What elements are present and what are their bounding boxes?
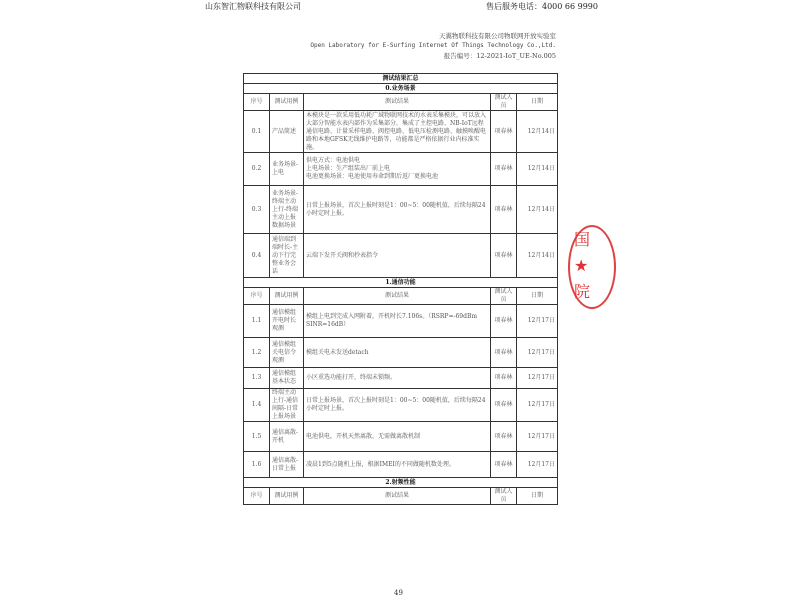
row-number: 0.4	[244, 234, 270, 278]
tester: 项春林	[491, 368, 517, 389]
company-name: 山东智汇物联科技有限公司	[205, 2, 301, 11]
test-result: 云端下发开关阀和抄表指令	[304, 234, 491, 278]
report-number: 报告编号：12-2021-IoT_UE-No.005	[443, 52, 556, 60]
column-header-seq: 序号	[244, 94, 270, 111]
column-header-person: 测试人员	[491, 488, 517, 505]
table-title: 测试结果汇总	[244, 74, 558, 84]
table-row	[244, 422, 558, 452]
page-number: 49	[394, 589, 403, 597]
test-result: 日常上报场景，首次上报时刻是1：00~5：00随机值，后续每隔24小时定时上报。	[304, 389, 491, 422]
test-result: 凌晨1到5点随机上报，根据IMEI的不同做随机数处理。	[304, 452, 491, 478]
table-row	[244, 368, 558, 389]
tester: 项春林	[491, 186, 517, 234]
tester: 项春林	[491, 452, 517, 478]
column-header-row	[244, 488, 558, 505]
lab-header	[310, 31, 556, 61]
row-number: 1.5	[244, 422, 270, 452]
test-date: 12月14日	[517, 234, 558, 278]
test-date: 12月17日	[517, 338, 558, 368]
test-result: 模组关电未发送detach	[304, 338, 491, 368]
test-date: 12月14日	[517, 153, 558, 186]
column-header-person: 测试人员	[491, 94, 517, 111]
column-header-case: 测试用例	[270, 488, 304, 505]
column-header-result: 测试结果	[304, 94, 491, 111]
lab-name-en: Open Laboratory for E-Surfing Internet Of Things Technology Co.,Ltd.	[310, 42, 556, 49]
column-header-case: 测试用例	[270, 288, 304, 305]
test-case: 业务场景-上电	[270, 153, 304, 186]
test-case: 产品简述	[270, 111, 304, 153]
table-row	[244, 305, 558, 338]
tester: 项春林	[491, 305, 517, 338]
test-result: 供电方式：电池供电 上电场景：生产组装出厂前上电 电池更换场景：电池使用寿命到期后返厂更换电池	[304, 153, 491, 186]
test-date: 12月17日	[517, 452, 558, 478]
test-result: 本模块是一款采用低功耗广域物联网技术的水表采集模块，可以放入大部分智能水表内部作为采集部分，集成了主控电路、NB-IoT远程通信电路、计量采样电路、阀控电路、低电压检测电路、触摸唤醒电路和本地GFSK无线维护电路等，功能都是严格依据行业内标准实施。	[304, 111, 491, 153]
row-number: 0.1	[244, 111, 270, 153]
test-case: 终端主动上行-通信间隔-日常上报场景	[270, 389, 304, 422]
test-date: 12月17日	[517, 368, 558, 389]
test-date: 12月17日	[517, 422, 558, 452]
section-row	[244, 478, 558, 488]
row-number: 1.4	[244, 389, 270, 422]
table-row	[244, 234, 558, 278]
tester: 项春林	[491, 111, 517, 153]
test-case: 业务场景-终端主动上行-终端主动上报数据场景	[270, 186, 304, 234]
table-row	[244, 153, 558, 186]
column-header-person: 测试人员	[491, 288, 517, 305]
section-row	[244, 84, 558, 94]
table-row	[244, 111, 558, 153]
column-header-seq: 序号	[244, 288, 270, 305]
section-title: 1.通信功能	[244, 278, 558, 288]
test-case: 通信模组基本状态	[270, 368, 304, 389]
test-results-table	[243, 73, 558, 505]
column-header-result: 测试结果	[304, 488, 491, 505]
service-hotline: 售后服务电话：4000 66 9990	[486, 2, 598, 11]
red-seal-stamp: 国 ★ 院	[568, 225, 616, 309]
test-result: 小区重选功能打开，终端未锁频。	[304, 368, 491, 389]
row-number: 1.2	[244, 338, 270, 368]
section-title: 0.业务场景	[244, 84, 558, 94]
tester: 项春林	[491, 389, 517, 422]
column-header-seq: 序号	[244, 488, 270, 505]
column-header-row	[244, 94, 558, 111]
row-number: 0.2	[244, 153, 270, 186]
test-case: 通信离散-开机	[270, 422, 304, 452]
tester: 项春林	[491, 338, 517, 368]
row-number: 0.3	[244, 186, 270, 234]
lab-name-cn: 天翼物联科技有限公司物联网开放实验室	[439, 32, 556, 40]
test-date: 12月14日	[517, 186, 558, 234]
test-case: 通信离散-日常上报	[270, 452, 304, 478]
row-number: 1.6	[244, 452, 270, 478]
tester: 项春林	[491, 234, 517, 278]
test-date: 12月17日	[517, 305, 558, 338]
section-row	[244, 278, 558, 288]
row-number: 1.3	[244, 368, 270, 389]
column-header-date: 日期	[517, 94, 558, 111]
test-case: 通信端到端时长-主动下行完整业务会话	[270, 234, 304, 278]
column-header-date: 日期	[517, 488, 558, 505]
test-case: 通信模组关电信令观测	[270, 338, 304, 368]
tester: 项春林	[491, 153, 517, 186]
column-header-case: 测试用例	[270, 94, 304, 111]
table-title-row	[244, 74, 558, 84]
test-result: 模组上电到完成入网附着，开机时长7.106s。（RSRP=-69dBm SINR=16dB）	[304, 305, 491, 338]
test-date: 12月14日	[517, 111, 558, 153]
test-result: 日常上报场景，首次上报时刻是1：00~5：00随机值，后续每隔24小时定时上报。	[304, 186, 491, 234]
test-result: 电池供电，开机天然离散，无需做离散机制	[304, 422, 491, 452]
table-row	[244, 338, 558, 368]
test-case: 通信模组开电时长观测	[270, 305, 304, 338]
table-row	[244, 452, 558, 478]
column-header-row	[244, 288, 558, 305]
column-header-result: 测试结果	[304, 288, 491, 305]
table-row	[244, 186, 558, 234]
row-number: 1.1	[244, 305, 270, 338]
column-header-date: 日期	[517, 288, 558, 305]
test-date: 12月17日	[517, 389, 558, 422]
section-title: 2.射频性能	[244, 478, 558, 488]
table-row	[244, 389, 558, 422]
tester: 项春林	[491, 422, 517, 452]
